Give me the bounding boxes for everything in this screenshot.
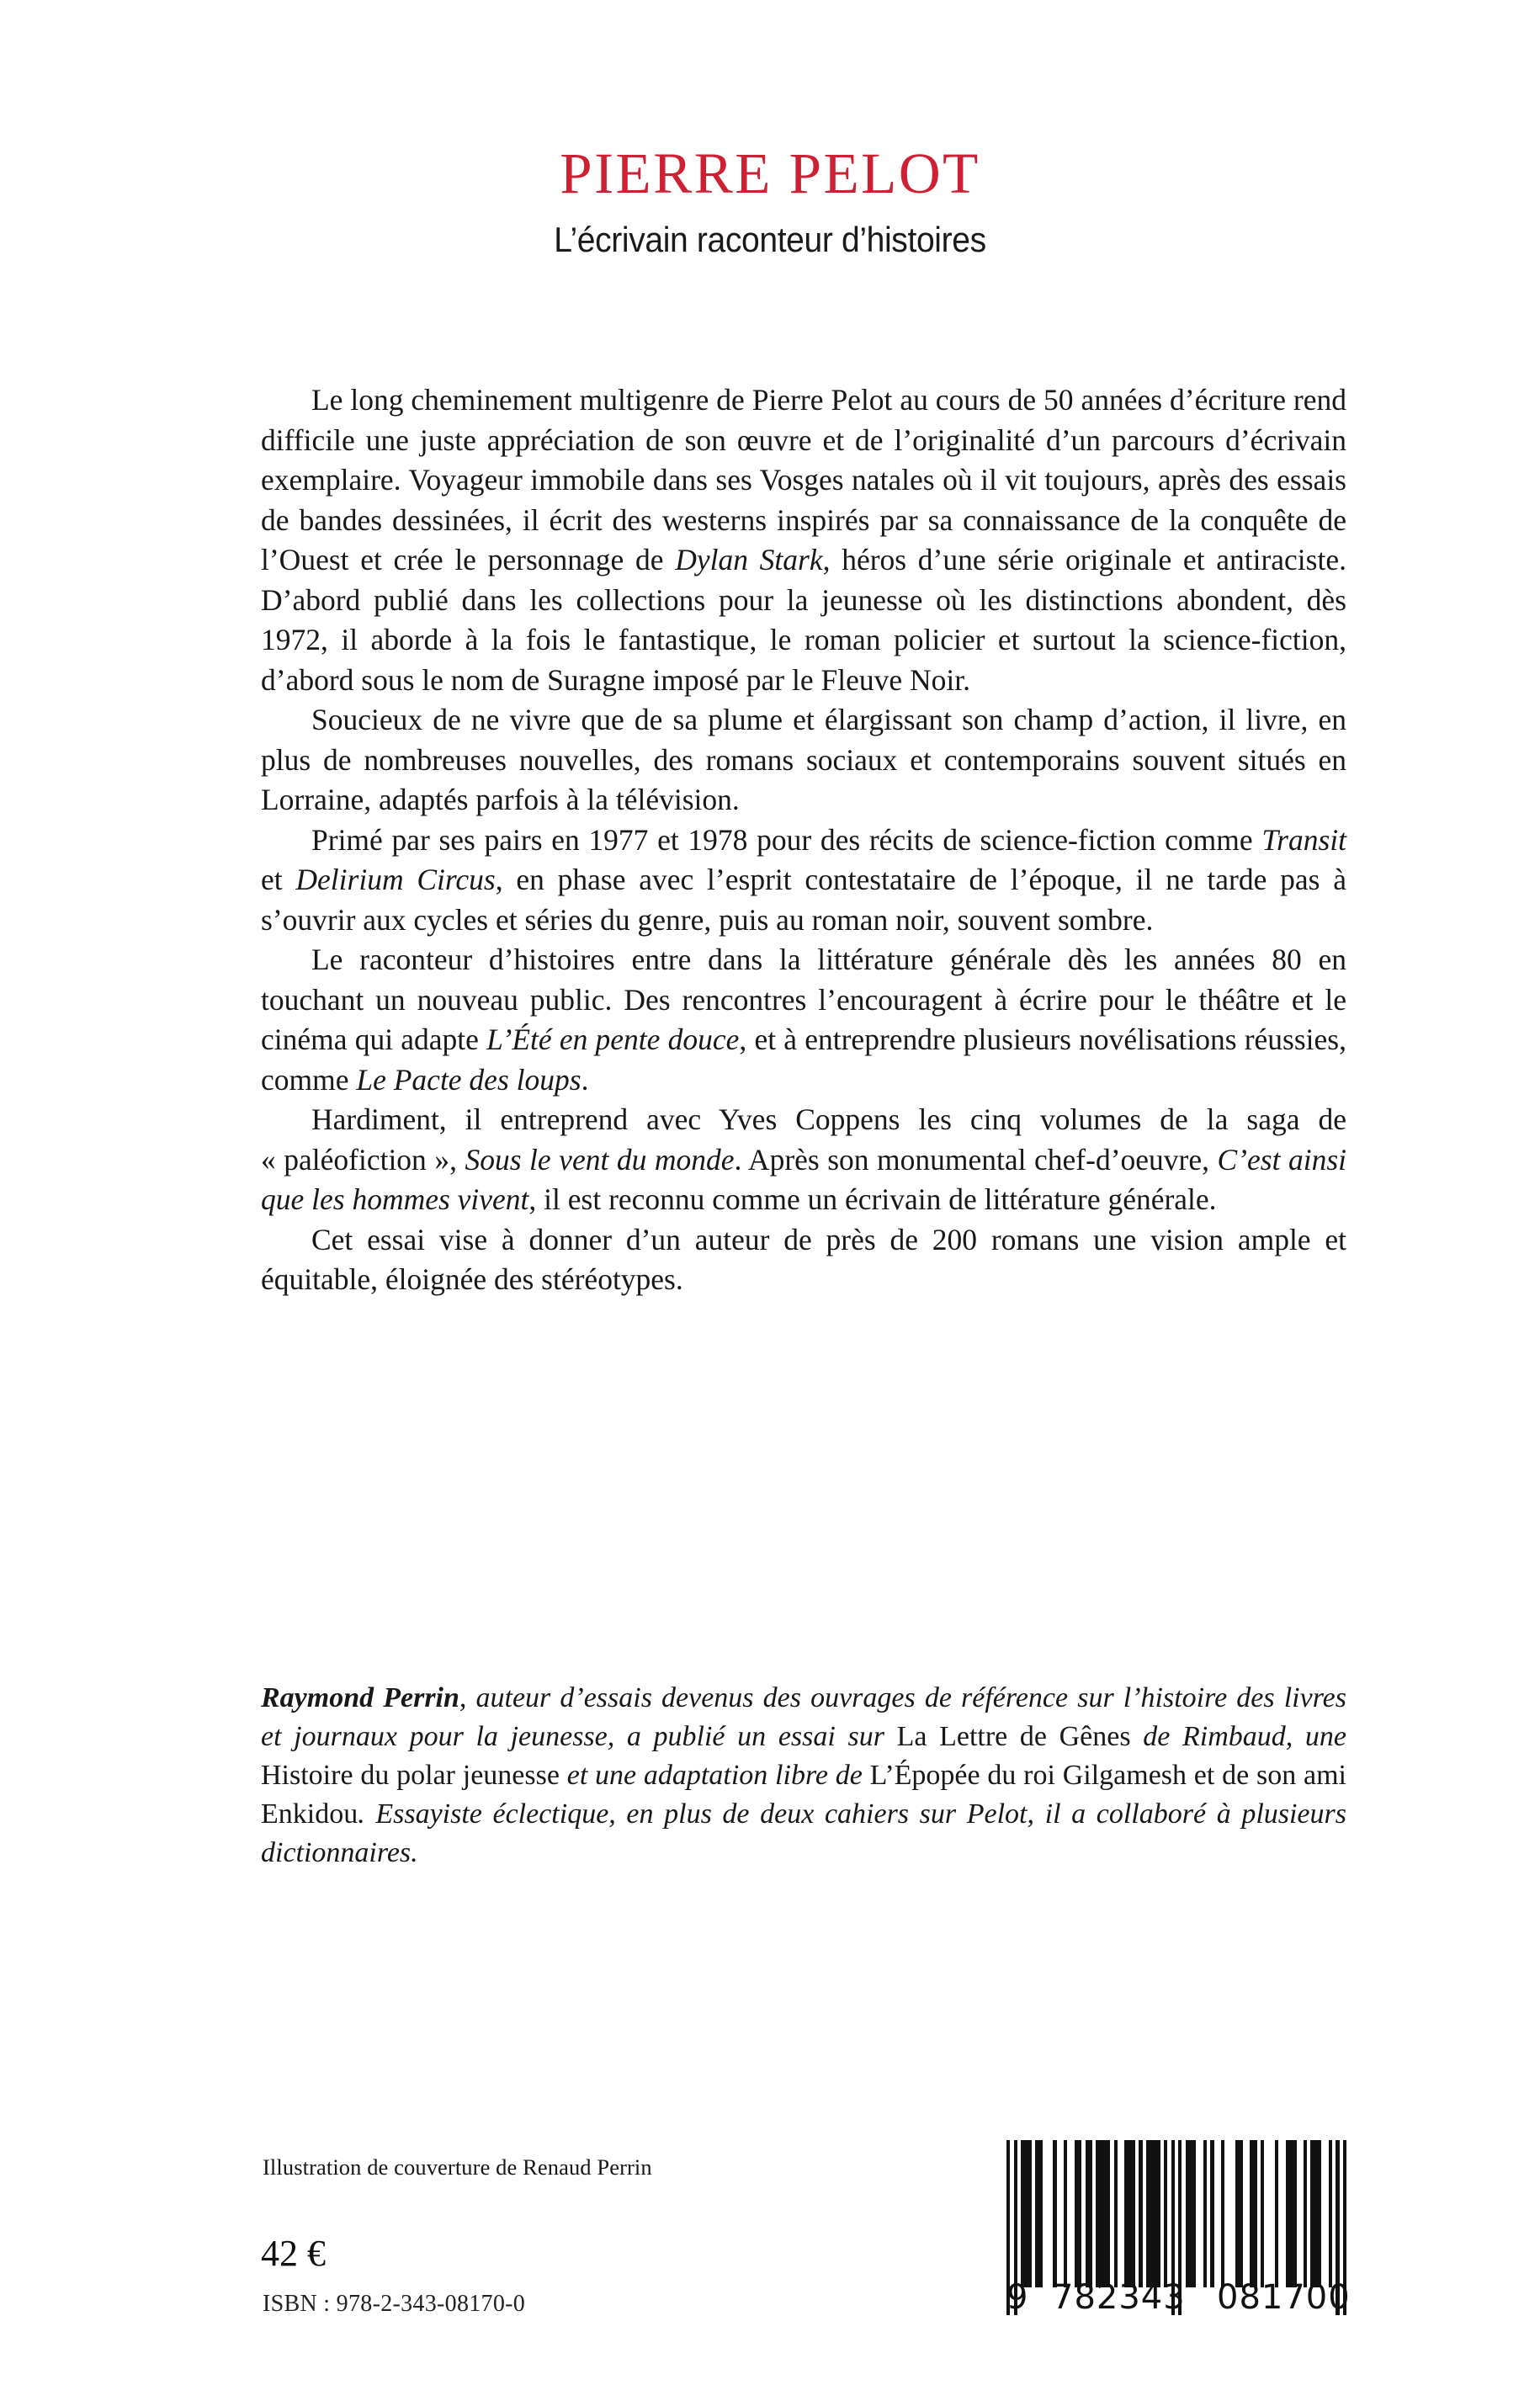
work-title: Delirium Circus: [295, 863, 496, 896]
barcode-bar: [1293, 2140, 1296, 2287]
work-title: Transit: [1261, 822, 1346, 857]
blurb-paragraph: Cet essai vise à donner d’un auteur de près de 200 romans une vision ample et équitable, éloignée des stéréotypes.: [261, 1222, 1346, 1296]
work-title: Dylan Stark: [675, 543, 823, 576]
work-title: Histoire du polar jeunesse: [261, 1760, 560, 1791]
work-title: L’Épopée du roi Gilgamesh et de son ami Enkidou: [261, 1760, 1347, 1830]
barcode-bar: [1318, 2140, 1321, 2287]
blurb-paragraph: Le long cheminement multigenre de Pierre Pelot au cours de 50 années d’écriture rend difficile une juste appréciation de son œuvre et de l’originalité d’un parcours d’écrivain exemplaire. Voyageur immobile dans ses Vosges natales où il vit toujours, après des essais de bandes dessinées, il écrit des westerns inspirés par sa connaissance de la conquête de l’Ouest et crée le personnage de Dylan Stark, héros d’une série originale et antiraciste. D’abord publié dans les collections pour la jeunesse où les distinctions abondent, dès 1972, il aborde à la fois le fantastique, le roman policier et surtout la science-fiction, d’abord sous le nom de Suragne imposé par le Fleuve Noir.: [261, 383, 1346, 697]
blurb-paragraph: Le raconteur d’histoires entre dans la littérature générale dès les années 80 en touchant un nouveau public. Des rencontres l’encouragent à écrire pour le théâtre et le cinéma qui adapte L’Été en pente douce, et à entreprendre plusieurs novélisations réussies, comme Le Pacte des loups.: [261, 943, 1346, 1097]
barcode-bar: [1253, 2140, 1256, 2287]
barcode-bars: [1006, 2140, 1346, 2287]
cover-subtitle: L’écrivain raconteur d’histoires: [554, 220, 986, 259]
blurb-text: [261, 380, 1346, 1300]
barcode-bar: [1164, 2140, 1167, 2287]
barcode-bar: [1114, 2140, 1118, 2287]
barcode-bar: [1261, 2140, 1264, 2287]
blurb-paragraph: Primé par ses pairs en 1977 et 1978 pour des récits de science-fiction comme Transit et Delirium Circus, en phase avec l’esprit contestataire de l’époque, il ne tarde pas à s’ouvrir aux cycles et séries du genre, puis au roman noir, souvent sombre.: [261, 822, 1347, 937]
barcode-bar: [1107, 2140, 1110, 2287]
blurb-paragraph: Soucieux de ne vivre que de sa plume et élargissant son champ d’action, il livre, en plus de nombreuses nouvelles, des romans sociaux et contemporains souvent situés en Lorraine, adaptés parfois à la télévision.: [261, 703, 1346, 816]
barcode-right-digits: 081700: [1217, 2278, 1351, 2317]
barcode-bar: [1275, 2140, 1278, 2287]
work-title: La Lettre de Gênes: [896, 1721, 1131, 1752]
barcode-bar: [1139, 2140, 1142, 2287]
illustration-credit: Illustration de couverture de Renaud Perrin: [263, 2154, 652, 2180]
barcode-bar: [1132, 2140, 1135, 2287]
barcode-bar: [1053, 2140, 1056, 2287]
barcode-bar: [1089, 2140, 1092, 2287]
barcode-bar: [1221, 2140, 1224, 2287]
barcode: [1006, 2140, 1351, 2334]
work-title: Sous le vent du monde: [465, 1142, 735, 1177]
barcode-bar: [1038, 2140, 1042, 2287]
barcode-bar: [1203, 2140, 1207, 2287]
barcode-bar: [1192, 2140, 1196, 2287]
work-title: Le Pacte des loups: [356, 1062, 581, 1097]
author-name: Raymond Perrin: [261, 1682, 459, 1713]
barcode-bar: [1064, 2140, 1067, 2287]
barcode-bar: [1304, 2140, 1307, 2287]
barcode-bar: [1329, 2140, 1332, 2287]
author-bio: [261, 1679, 1346, 1872]
barcode-bar: [1078, 2140, 1081, 2287]
work-title: C’est ainsi que les hommes vivent: [261, 1142, 1346, 1216]
blurb-paragraph: Hardiment, il entreprend avec Yves Coppens les cinq volumes de la saga de « paléofiction », Sous le vent du monde. Après son monumental chef-d’oeuvre, C’est ainsi que les hommes vivent, il est reconnu comme un écrivain de littérature générale.: [261, 1102, 1346, 1216]
price-label: 42 €: [261, 2233, 326, 2274]
barcode-bar: [1157, 2140, 1160, 2287]
work-title: L’Été en pente douce: [486, 1023, 740, 1056]
barcode-bar: [1239, 2140, 1242, 2287]
cover-header: [0, 0, 1540, 260]
isbn-label: ISBN : 978-2-343-08170-0: [263, 2291, 526, 2317]
barcode-left-digits: 782343: [1052, 2278, 1186, 2317]
page-title: PIERRE PELOT: [560, 141, 980, 205]
barcode-digits: [1006, 2278, 1351, 2317]
author-bio-paragraph: Raymond Perrin, auteur d’essais devenus des ouvrages de référence sur l’histoire des livres et journaux pour la jeunesse, a publié un essai sur La Lettre de Gênes de Rimbaud, une Histoire du polar jeunesse et une adaptation libre de L’Épopée du roi Gilgamesh et de son ami Enkidou. Essayiste éclectique, en plus de deux cahiers sur Pelot, il a collaboré à plusieurs dictionnaires.: [261, 1682, 1347, 1868]
barcode-bar: [1210, 2140, 1213, 2287]
barcode-bar: [1028, 2140, 1032, 2287]
barcode-lead-digit: 9: [1006, 2278, 1029, 2317]
